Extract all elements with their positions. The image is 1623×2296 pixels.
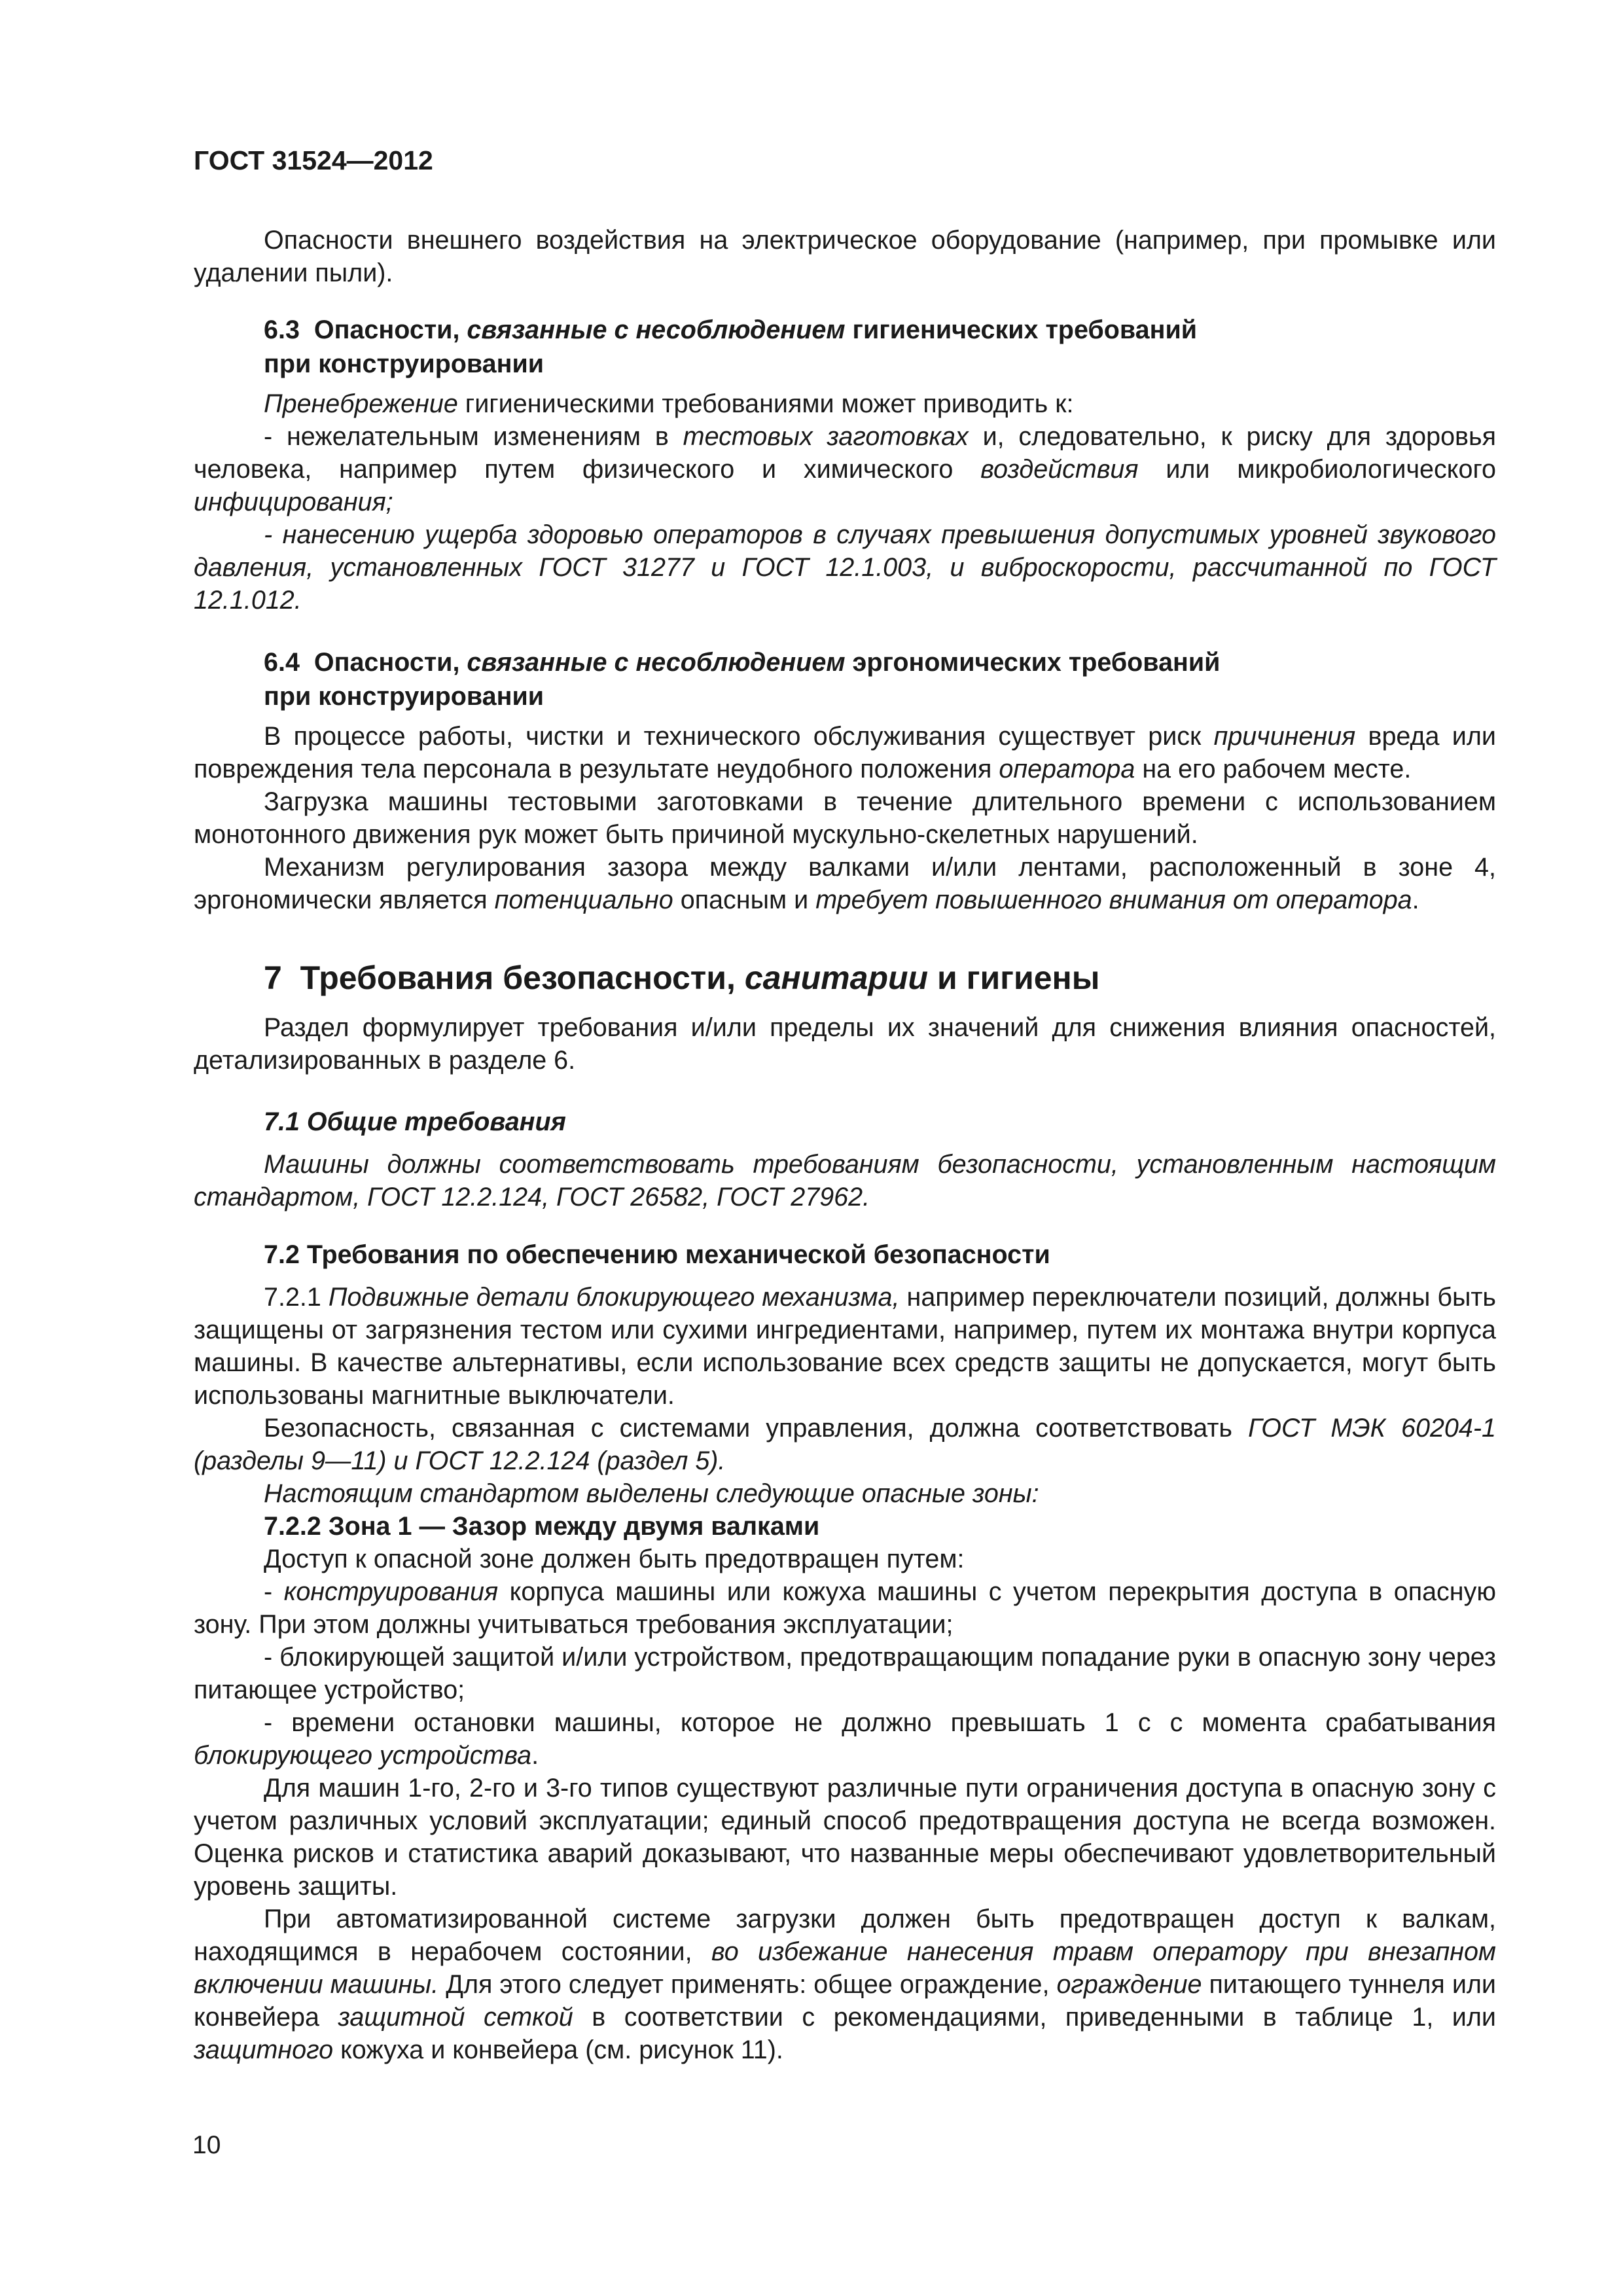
paragraph: Машины должны соответствовать требованиям безопасности, установленным настоящим стандартом, ГОСТ 12.2.124, ГОСТ 26582, ГОСТ 27962. [194, 1150, 1496, 1211]
paragraph: Загрузка машины тестовыми заготовками в течение длительного времени с использованием монотонного движения рук может быть причиной мускульно-скелетных нарушений. [194, 787, 1496, 849]
section-7-2 [194, 1238, 1496, 2066]
subsection-heading: 7.2.2 Зона 1 — Зазор между двумя валками [264, 1512, 820, 1541]
section-7-1 [194, 1105, 1496, 1213]
section-7 [194, 958, 1496, 1077]
section-heading: 7 Требования безопасности, санитарии и гигиены [264, 960, 1100, 996]
paragraph: Для машин 1-го, 2-го и 3-го типов существуют различные пути ограничения доступа в опасную зону с учетом различных условий эксплуатации; единый способ предотвращения доступа не всегда возможен. Оценка рисков и статистика аварий доказывают, что названные меры обеспечивают удовлетворительный уровень защиты. [194, 1774, 1496, 1901]
section-heading: 7.2 Требования по обеспечению механической безопасности [264, 1240, 1050, 1269]
paragraph: - нежелательным изменениям в тестовых заготовках и, следовательно, к риску для здоровья человека, например путем физического и химического воздействия или микробиологического инфицирования; [194, 422, 1496, 516]
list-item: - блокирующей защитой и/или устройством, предотвращающим попадание руки в опасную зону через питающее устройство; [194, 1643, 1496, 1704]
paragraph: При автоматизированной системе загрузки должен быть предотвращен доступ к валкам, находящимся в нерабочем состоянии, во избежание нанесения травм оператору при внезапном включении машины. Для этого следует применять: общее ограждение, ограждение питающего туннеля или конвейера защитной сеткой в соответствии с рекомендациями, приведенными в таблице 1, или защитного кожуха и конвейера (см. рисунок 11). [194, 1905, 1496, 2064]
intro-block [194, 224, 1496, 289]
paragraph: В процессе работы, чистки и технического обслуживания существует риск причинения вреда или повреждения тела персонала в результате неудобного положения оператора на его рабочем месте. [194, 722, 1496, 783]
paragraph: Пренебрежение гигиеническими требованиями может приводить к: [264, 389, 1074, 418]
section-6-4 [194, 645, 1496, 916]
list-item: - конструирования корпуса машины или кожуха машины с учетом перекрытия доступа в опасную зону. При этом должны учитываться требования эксплуатации; [194, 1577, 1496, 1639]
page-number: 10 [192, 2131, 221, 2159]
document-code-header: ГОСТ 31524—2012 [194, 145, 433, 175]
paragraph: Механизм регулирования зазора между валками и/или лентами, расположенный в зоне 4, эргономически является потенциально опасным и требует повышенного внимания от оператора. [194, 853, 1496, 914]
paragraph: Доступ к опасной зоне должен быть предотвращен путем: [264, 1545, 965, 1573]
paragraph: - нанесению ущерба здоровью операторов в случаях превышения допустимых уровней звукового давления, установленных ГОСТ 31277 и ГОСТ 12.1.003, и виброскорости, рассчитанной по ГОСТ 12.1.012. [194, 520, 1496, 615]
paragraph: Опасности внешнего воздействия на электрическое оборудование (например, при промывке или удалении пыли). [194, 226, 1496, 287]
paragraph: Раздел формулирует требования и/или пределы их значений для снижения влияния опасностей, детализированных в разделе 6. [194, 1013, 1496, 1075]
paragraph: 7.2.1 Подвижные детали блокирующего механизма, например переключатели позиций, должны быть защищены от загрязнения тестом или сухими ингредиентами, например, путем их монтажа внутри корпуса машины. В качестве альтернативы, если использование всех средств защиты не допускается, могут быть использованы магнитные выключатели. [194, 1283, 1497, 1410]
section-heading: 6.4 Опасности, связанные с несоблюдением эргономических требований при конструировании [264, 648, 1221, 711]
section-heading: 6.3 Опасности, связанные с несоблюдением гигиенических требований при конструировании [264, 315, 1198, 378]
list-item: - времени остановки машины, которое не должно превышать 1 с с момента срабатывания блокирующего устройства. [194, 1708, 1496, 1770]
paragraph: Безопасность, связанная с системами управления, должна соответствовать ГОСТ МЭК 60204-1 (разделы 9—11) и ГОСТ 12.2.124 (раздел 5). [194, 1414, 1496, 1475]
section-6-3 [194, 313, 1496, 617]
paragraph: Настоящим стандартом выделены следующие опасные зоны: [264, 1479, 1039, 1508]
section-heading: 7.1 Общие требования [264, 1107, 566, 1136]
